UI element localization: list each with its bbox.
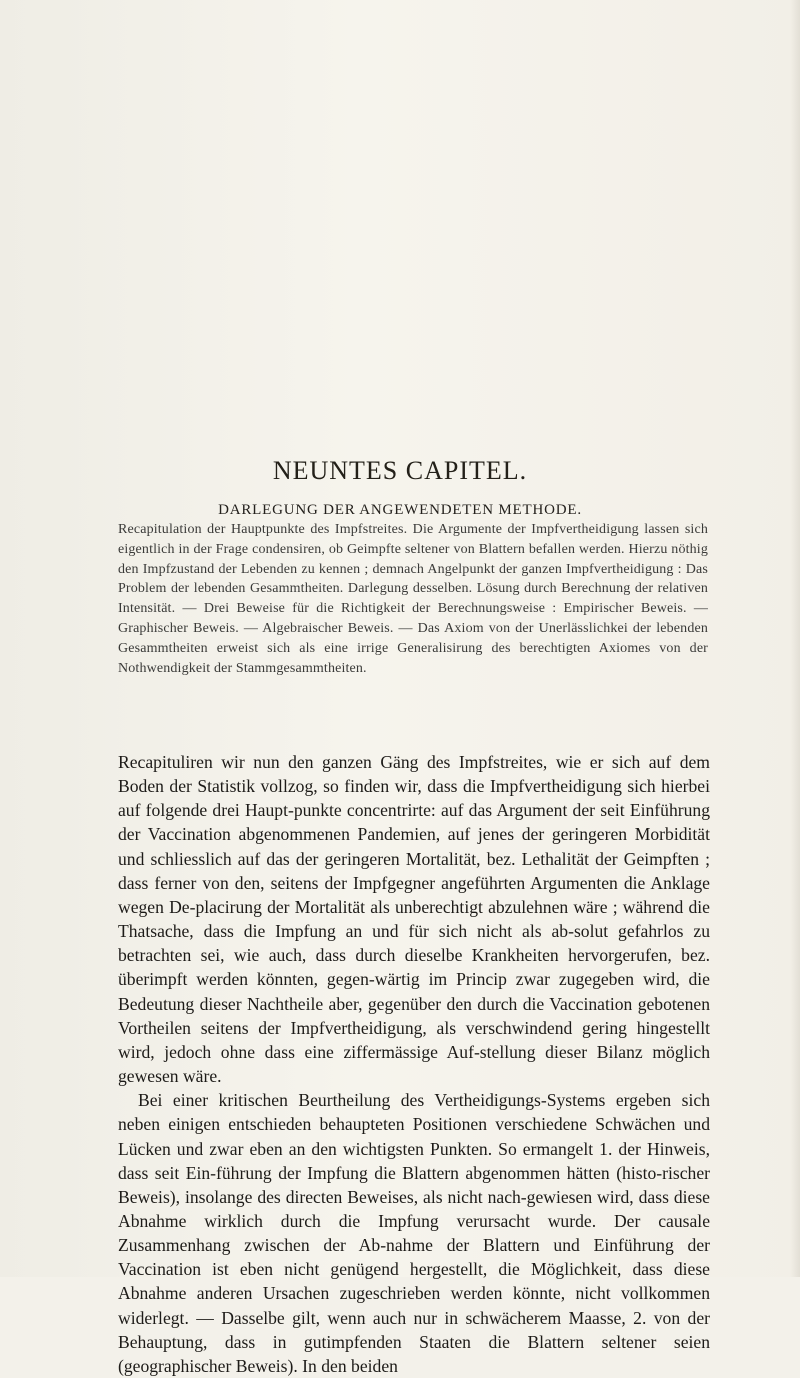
chapter-summary: Recapitulation der Hauptpunkte des Impfstreites. Die Argumente der Impfvertheidigung lassen sich eigentlich in der Frage condensiren, ob Geimpfte seltener von Blattern befallen werden. Hierzu nöthig den Impfzustand der Lebenden zu kennen ; demnach Angelpunkt der ganzen Impfvertheidigung : Das Problem der lebenden Gesammtheiten. Darlegung desselben. Lösung durch Berechnung der relativen Intensität. — Drei Beweise für die Richtigkeit der Berechnungsweise : Empirischer Beweis. — Graphischer Beweis. — Algebraischer Beweis. — Das Axiom von der Unerlässlichkei der lebenden Gesammtheiten erweist sich als eine irrige Generalisirung des berechtigten Axiomes von der Nothwendigkeit der Stammgesammtheiten. bbox=[118, 522, 708, 676]
paragraph-1: Recapituliren wir nun den ganzen Gäng des Impfstreites, wie er sich auf dem Boden der Statistik vollzog, so finden wir, dass die Impfvertheidigung sich hierbei auf folgende drei Haupt-punkte concentrirte: auf das Argument der seit Einführung der Vaccination abgenommenen Pandemien, auf jenes der geringeren Morbidität und schliesslich auf das der geringeren Mortalität, bez. Lethalität der Geimpften ; dass ferner von den, seitens der Impfgegner angeführten Argumenten die Anklage wegen De-placirung der Mortalität als unberechtigt abzulehnen wäre ; während die Thatsache, dass die Impfung an und für sich nicht als ab-solut gefahrlos zu betrachten sei, wie auch, dass durch dieselbe Krankheiten hervorgerufen, bez. überimpft werden könnten, gegen-wärtig im Princip zwar zugegeben wird, die Bedeutung dieser Nachtheile aber, gegenüber den durch die Vaccination gebotenen Vortheilen seitens der Impfvertheidigung, als verschwindend gering hingestellt wird, jedoch ohne dass eine ziffermässige Auf-stellung dieser Bilanz möglich gewesen wäre. bbox=[118, 752, 710, 1087]
chapter-title: NEUNTES CAPITEL. bbox=[272, 456, 528, 485]
page-edge-shadow bbox=[790, 0, 800, 1277]
paragraph-2: Bei einer kritischen Beurtheilung des Vertheidigungs-Systems ergeben sich neben einigen entschieden behaupteten Positionen verschiedene Schwächen und Lücken und zwar eben an den wichtigsten Punkten. So ermangelt 1. der Hinweis, dass seit Ein-führung der Impfung die Blattern abgenommen hätten (histo-rischer Beweis), insolange des directen Beweises, als nicht nach-gewiesen wird, dass diese Abnahme wirklich durch die Impfung verursacht wurde. Der causale Zusammenhang zwischen der Ab-nahme der Blattern und Einführung der Vaccination ist eben nicht genügend hergestellt, die Möglichkeit, dass diese Abnahme anderen Ursachen zugeschrieben werden könnte, nicht vollkommen widerlegt. — Dasselbe gilt, wenn auch nur in schwächerem Maasse, 2. von der Behauptung, dass in gutimpfenden Staaten die Blattern seltener seien (geographischer Beweis). In den beiden bbox=[118, 1090, 710, 1376]
section-title: DARLEGUNG DER ANGEWENDETEN METHODE. bbox=[218, 502, 582, 518]
main-text bbox=[118, 750, 710, 1378]
